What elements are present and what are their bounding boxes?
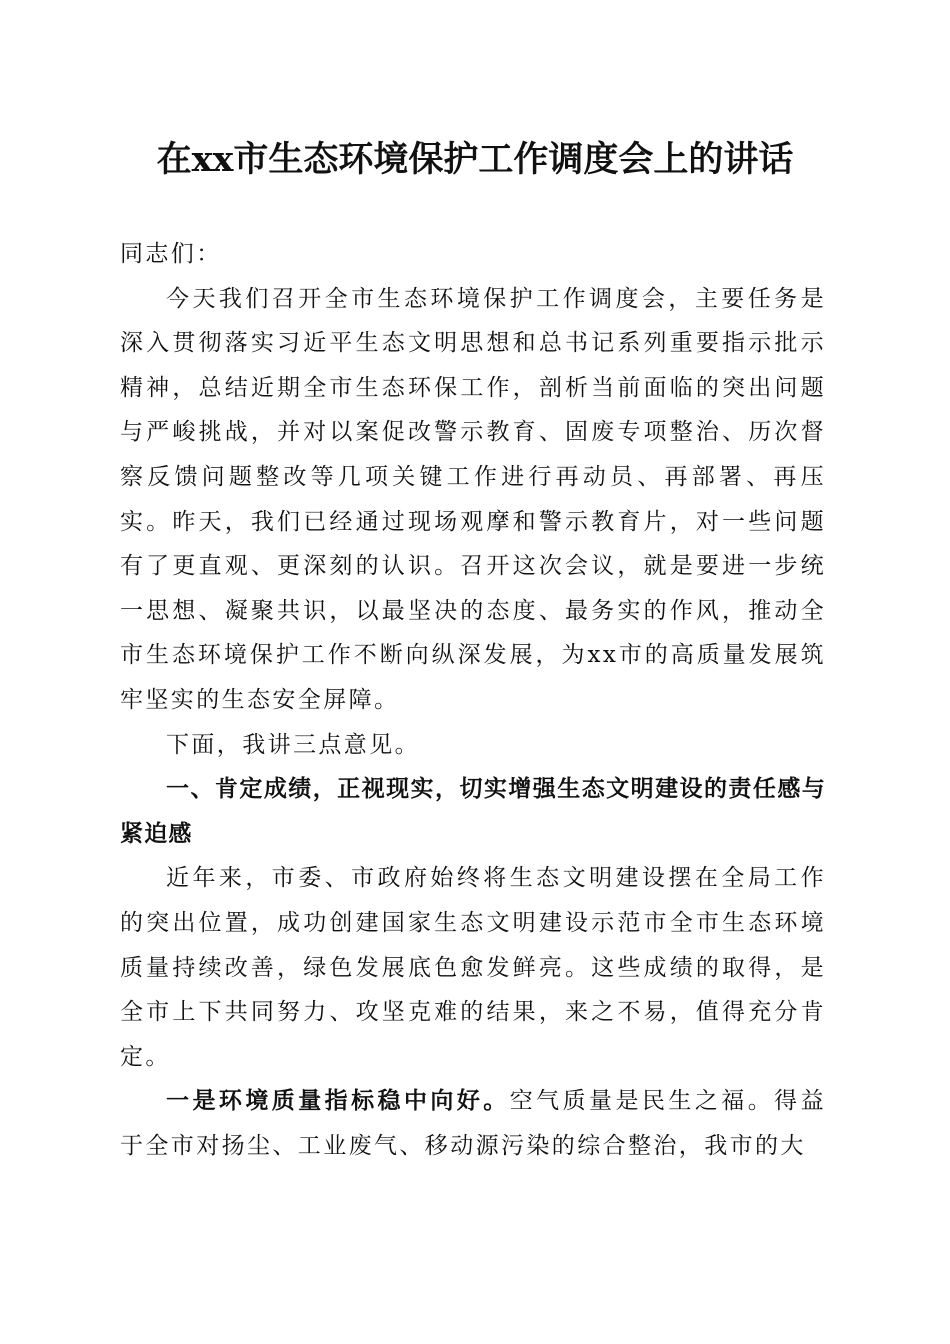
document-title: 在xx市生态环境保护工作调度会上的讲话 [156, 139, 794, 180]
document-body [120, 232, 826, 1168]
intro-paragraph: 今天我们召开全市生态环境保护工作调度会，主要任务是深入贯彻落实习近平生态文明思想和总书记系列重要指示批示精神，总结近期全市生态环保工作，剖析当前面临的突出问题与严峻挑战，并对以案促改警示教育、固废专项整治、历次督察反馈问题整改等几项关键工作进行再动员、再部署、再压实。昨天，我们已经通过现场观摩和警示教育片，对一些问题有了更直观、更深刻的认识。召开这次会议，就是要进一步统一思想、凝聚共识，以最坚决的态度、最务实的作风，推动全市生态环境保护工作不断向纵深发展，为xx市的高质量发展筑牢坚实的生态安全屏障。 [120, 285, 826, 713]
point-one-lead: 一是环境质量指标稳中向好。 [166, 1087, 510, 1115]
section-one-heading: 一、肯定成绩，正视现实，切实增强生态文明建设的责任感与紧迫感 [120, 776, 826, 847]
point-one-paragraph [120, 1079, 826, 1168]
point-one-body: 空气质量是民生之福。得益于全市对扬尘、工业废气、移动源污染的综合整治，我市的大 [120, 1088, 826, 1159]
salutation: 同志们： [120, 241, 222, 267]
section-one-paragraph: 近年来，市委、市政府始终将生态文明建设摆在全局工作的突出位置，成功创建国家生态文明建设示范市全市生态环境质量持续改善，绿色发展底色愈发鲜亮。这些成绩的取得，是全市上下共同努力、攻坚克难的结果，来之不易，值得充分肯定。 [120, 865, 826, 1070]
transition-paragraph: 下面，我讲三点意见。 [166, 731, 420, 758]
